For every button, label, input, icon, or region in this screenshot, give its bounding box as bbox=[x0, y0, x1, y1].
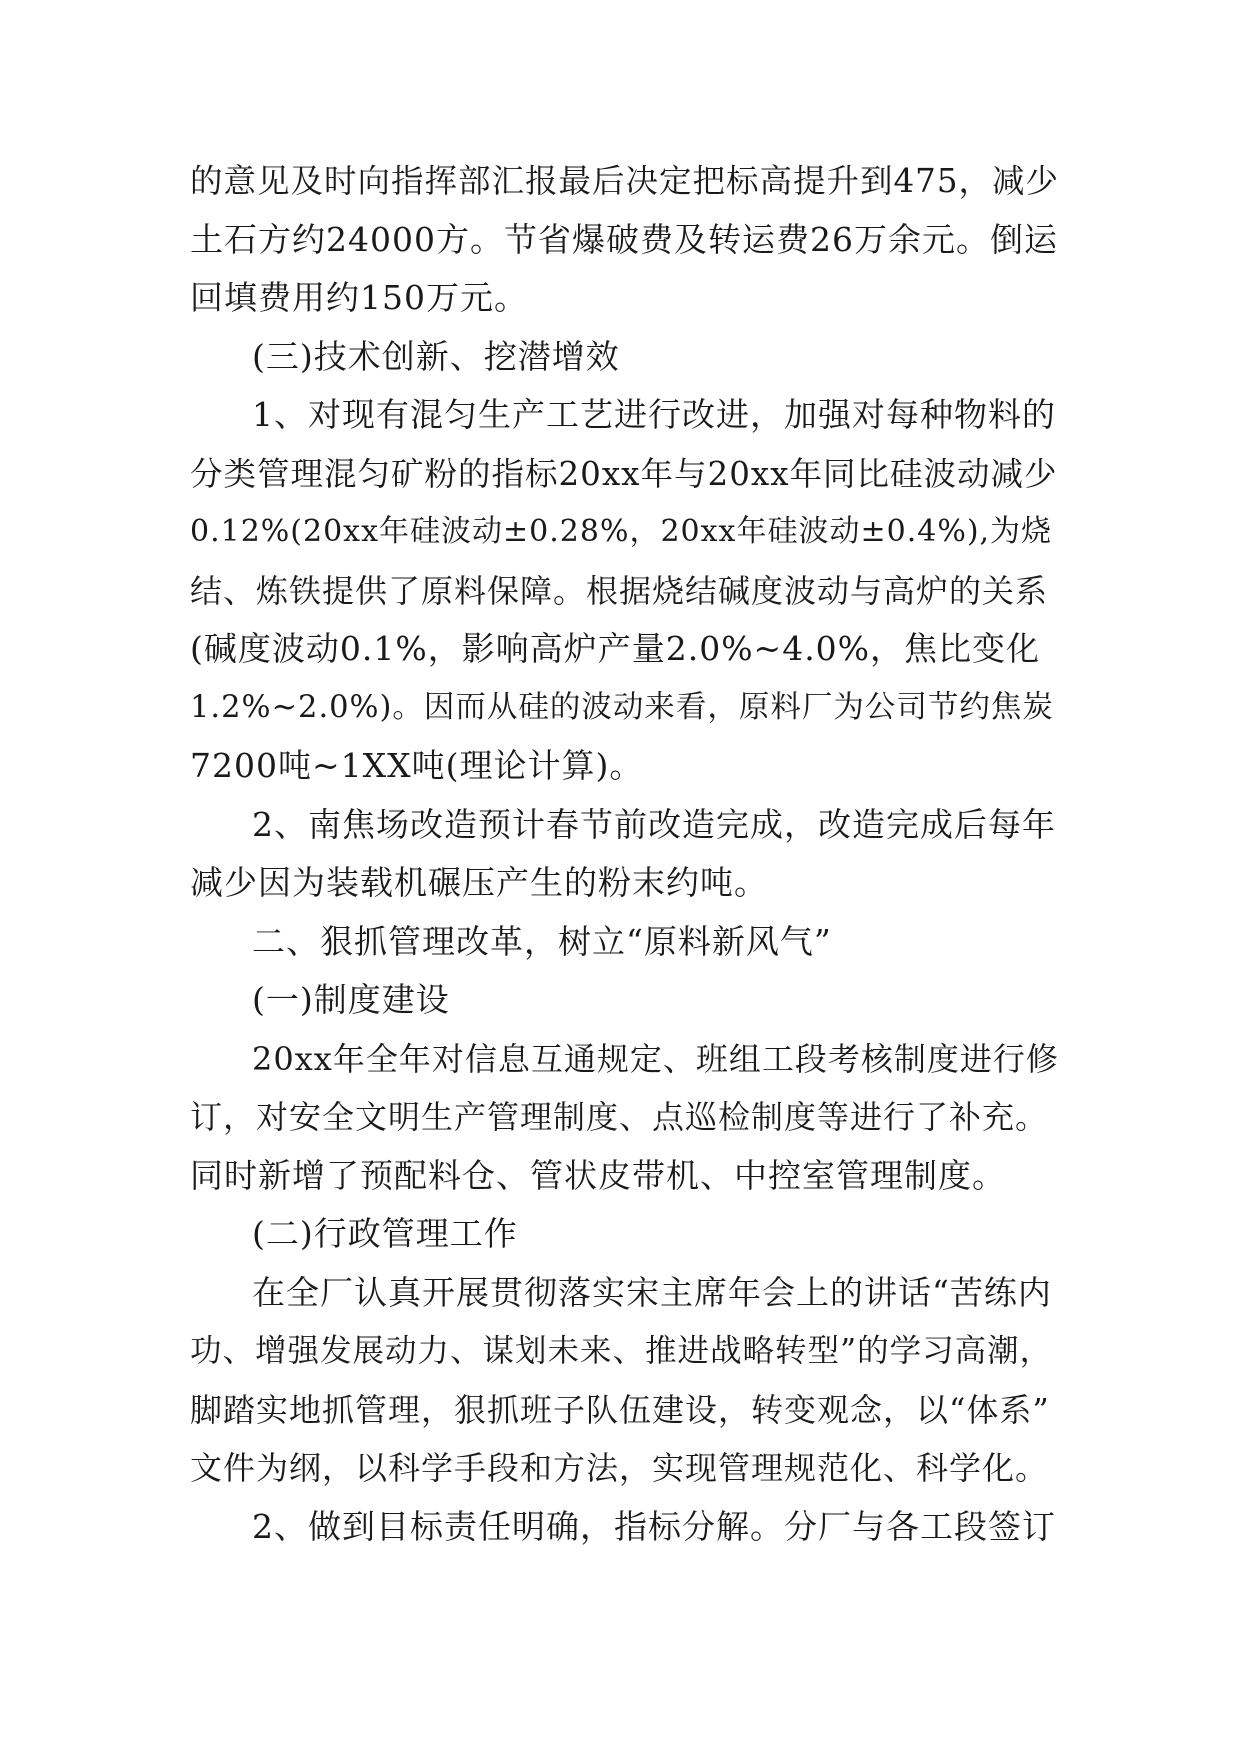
text-line: 的意见及时向指挥部汇报最后决定把标高提升到475，减少 bbox=[190, 162, 1060, 200]
document-body bbox=[190, 152, 1060, 1556]
text-line: 7200吨~1XX吨(理论计算)。 bbox=[190, 746, 644, 785]
text-line: 结、炼铁提供了原料保障。根据烧结碱度波动与高炉的关系 bbox=[190, 571, 1049, 610]
text-line: 功、增强发展动力、谋划未来、推进战略转型”的学习高潮， bbox=[190, 1333, 1053, 1369]
section-heading: (一)制度建设 bbox=[252, 980, 450, 1019]
text-line: 同时新增了预配料仓、管状皮带机、中控室管理制度。 bbox=[190, 1155, 1006, 1195]
text-line: 1、对现有混匀生产工艺进行改进，加强对每种物料的 bbox=[252, 395, 1056, 434]
section-heading: 二、狠抓管理改革，树立“原料新风气” bbox=[252, 921, 832, 961]
text-line: 0.12%(20xx年硅波动±0.28%，20xx年硅波动±0.4%),为烧 bbox=[190, 514, 1053, 549]
text-line: 回填费用约150万元。 bbox=[190, 278, 528, 317]
text-line: 订，对安全文明生产管理制度、点巡检制度等进行了补充。 bbox=[190, 1098, 1049, 1136]
text-line: 土石方约24000方。节省爆破费及转运费26万余元。倒运 bbox=[190, 219, 1058, 259]
text-line: 分类管理混匀矿粉的指标20xx年与20xx年同比硅波动减少 bbox=[190, 454, 1058, 493]
section-heading: (三)技术创新、挖潜增效 bbox=[252, 336, 620, 376]
text-line: 2、做到目标责任明确，指标分解。分厂与各工段签订 bbox=[252, 1506, 1056, 1546]
text-line: 脚踏实地抓管理，狠抓班子队伍建设，转变观念，以“体系” bbox=[190, 1390, 1050, 1429]
text-line: 文件为纲，以科学手段和方法，实现管理规范化、科学化。 bbox=[190, 1449, 1049, 1487]
text-line: 1.2%~2.0%)。因而从硅的波动来看，原料厂为公司节约焦炭 bbox=[190, 689, 1054, 725]
text-line: (碱度波动0.1%，影响高炉产量2.0%~4.0%，焦比变化 bbox=[190, 629, 1041, 668]
text-line: 在全厂认真开展贯彻落实宋主席年会上的讲话“苦练内 bbox=[252, 1272, 1052, 1312]
text-line: 2、南焦场改造预计春节前改造完成，改造完成后每年 bbox=[252, 804, 1056, 844]
section-heading: (二)行政管理工作 bbox=[252, 1214, 518, 1253]
text-line: 20xx年全年对信息互通规定、班组工段考核制度进行修 bbox=[252, 1039, 1059, 1078]
text-line: 减少因为装载机碾压产生的粉末约吨。 bbox=[190, 863, 768, 902]
